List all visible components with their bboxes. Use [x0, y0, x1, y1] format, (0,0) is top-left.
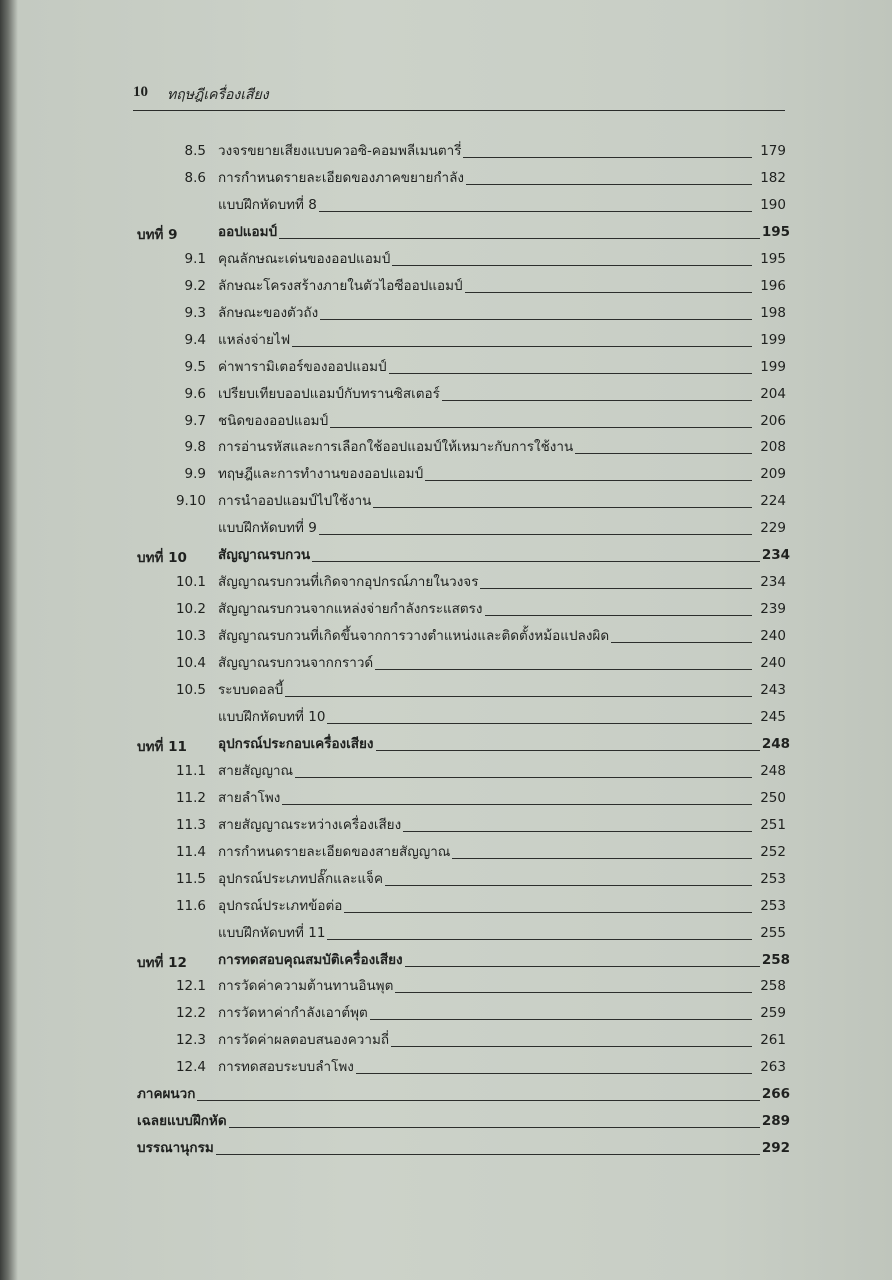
section-number: 10.3: [175, 628, 206, 645]
entry-title: ลักษณะโครงสร้างภายในตัวไอซีออปแอมป์: [218, 277, 463, 294]
entry-title: แหล่งจ่ายไฟ: [218, 331, 291, 348]
book-title: ทฤษฎีเครื่องเสียง: [167, 88, 269, 103]
leader-line: [327, 723, 752, 724]
entry-page-number: 239: [760, 601, 786, 618]
toc-section-row: [0, 355, 892, 382]
leader-line: [370, 1019, 752, 1020]
toc-entry: [218, 1004, 752, 1023]
entry-title: อุปกรณ์ประเภทข้อต่อ: [218, 897, 343, 914]
toc-entry: [218, 870, 752, 889]
entry-page-number: 289: [761, 1113, 790, 1130]
toc-entry: [218, 843, 752, 862]
leader-line: [197, 1100, 760, 1101]
entry-title: บรรณานุกรม: [137, 1140, 214, 1157]
chapter-number: บทที่ 11: [137, 738, 187, 755]
toc-entry: [218, 789, 752, 808]
entry-title: อุปกรณ์ประเภทปลั๊กและแจ็ค: [218, 870, 383, 887]
section-number: 9.1: [184, 250, 206, 267]
leader-line: [320, 319, 752, 320]
toc-entry: [218, 708, 752, 727]
entry-page-number: 198: [760, 304, 786, 321]
entry-title: เปรียบเทียบออปแอมป์กับทรานซิสเตอร์: [218, 385, 440, 402]
toc-entry: [218, 600, 752, 619]
toc-entry: [218, 250, 752, 269]
entry-title: การทดสอบคุณสมบัติเครื่องเสียง: [218, 951, 403, 968]
entry-title: สัญญาณรบกวน: [218, 547, 311, 564]
toc-chapter-row: [0, 543, 892, 570]
entry-page-number: 229: [760, 520, 786, 537]
toc-entry: [218, 897, 752, 916]
leader-line: [391, 1046, 752, 1047]
leader-line: [319, 534, 752, 535]
section-number: 11.2: [175, 789, 206, 806]
toc-entry: [218, 412, 752, 431]
toc-section-row: [0, 867, 892, 894]
entry-page-number: 259: [760, 1005, 786, 1022]
toc-section-row: [0, 759, 892, 786]
entry-page-number: 209: [760, 466, 786, 483]
toc-entry: [137, 1112, 760, 1131]
entry-page-number: 253: [760, 870, 786, 887]
entry-title: สัญญาณรบกวนที่เกิดขึ้นจากการวางตำแหน่งและติดตั้งหม้อแปลงผิด: [218, 628, 610, 645]
leader-line: [465, 292, 752, 293]
toc-entry: [218, 492, 752, 511]
toc-section-row: [0, 624, 892, 651]
leader-line: [452, 858, 752, 859]
entry-title: สัญญาณรบกวนจากแหล่งจ่ายกำลังกระแสตรง: [218, 601, 483, 618]
entry-title: แบบฝึกหัดบทที่ 9: [218, 520, 317, 537]
leader-line: [285, 696, 752, 697]
entry-title: การวัดค่าผลตอบสนองความถี่: [218, 1032, 390, 1049]
leader-line: [375, 669, 752, 670]
leader-line: [611, 642, 752, 643]
entry-title: สายสัญญาณ: [218, 762, 294, 779]
toc-section-row: [0, 247, 892, 274]
leader-line: [327, 939, 752, 940]
entry-page-number: 266: [761, 1086, 790, 1103]
section-number: 12.1: [175, 978, 206, 995]
chapter-number: บทที่ 10: [137, 550, 187, 567]
leader-line: [295, 777, 752, 778]
section-number: 9.9: [184, 466, 206, 483]
toc-entry: [218, 385, 752, 404]
leader-line: [385, 885, 752, 886]
toc-section-row: [0, 139, 892, 166]
entry-page-number: 252: [760, 843, 786, 860]
toc-section-row: [0, 813, 892, 840]
leader-line: [485, 615, 752, 616]
entry-page-number: 240: [760, 628, 786, 645]
entry-page-number: 245: [760, 708, 786, 725]
entry-title: ระบบดอลบี้: [218, 682, 284, 698]
toc-section-row: [0, 597, 892, 624]
entry-title: คุณลักษณะเด่นของออปแอมป์: [218, 250, 391, 267]
leader-line: [405, 966, 760, 967]
toc-section-row: [0, 328, 892, 355]
leader-line: [373, 507, 752, 508]
toc-section-row: [0, 1028, 892, 1055]
leader-line: [330, 427, 752, 428]
toc-section-row: [0, 840, 892, 867]
entry-page-number: 179: [760, 143, 786, 159]
section-number: 12.3: [175, 1032, 206, 1049]
leader-line: [292, 346, 752, 347]
toc-section-row: [0, 921, 892, 948]
running-header: [133, 84, 785, 111]
entry-title: แบบฝึกหัดบทที่ 8: [218, 196, 317, 213]
entry-title: การอ่านรหัสและการเลือกใช้ออปแอมป์ให้เหมาะกับการใช้งาน: [218, 439, 574, 456]
section-number: 9.4: [184, 331, 206, 348]
toc-entry: [218, 951, 760, 970]
toc-entry: [218, 169, 752, 188]
toc-section-row: [0, 974, 892, 1001]
section-number: 11.3: [175, 816, 206, 833]
entry-page-number: 196: [760, 277, 786, 294]
toc-entry: [218, 438, 752, 457]
toc-entry: [218, 735, 760, 754]
entry-title: ชนิดของออปแอมป์: [218, 412, 329, 429]
entry-title: ลักษณะของตัวถัง: [218, 304, 319, 321]
toc-entry: [137, 1139, 760, 1158]
toc-section-row: [0, 516, 892, 543]
entry-page-number: 182: [760, 169, 786, 186]
toc-entry: [218, 331, 752, 350]
toc-backmatter-row: [0, 1082, 892, 1109]
toc-entry: [218, 223, 760, 242]
leader-line: [389, 373, 752, 374]
section-number: 9.2: [184, 277, 206, 294]
toc-entry: [218, 816, 752, 835]
entry-page-number: 190: [760, 196, 786, 213]
entry-title: สัญญาณรบกวนจากกราวด์: [218, 655, 374, 672]
entry-page-number: 199: [760, 331, 786, 348]
leader-line: [466, 184, 752, 185]
leader-line: [395, 992, 752, 993]
entry-title: ทฤษฎีและการทำงานของออปแอมป์: [218, 466, 424, 483]
leader-line: [312, 561, 760, 562]
toc-backmatter-row: [0, 1109, 892, 1136]
toc-entry: [218, 1031, 752, 1050]
entry-page-number: 253: [760, 897, 786, 914]
section-number: 9.3: [184, 304, 206, 321]
chapter-number: บทที่ 12: [137, 954, 187, 971]
entry-page-number: 240: [760, 655, 786, 672]
page-number: 10: [133, 84, 148, 100]
section-number: 10.2: [175, 601, 206, 618]
entry-title: การวัดค่าความต้านทานอินพุต: [218, 978, 394, 995]
leader-line: [463, 157, 752, 158]
section-number: 11.4: [175, 843, 206, 860]
entry-title: วงจรขยายเสียงแบบควอซิ-คอมพลีเมนตารี่: [218, 143, 462, 159]
entry-page-number: 248: [761, 735, 790, 752]
toc-entry: [218, 762, 752, 781]
entry-title: การวัดหาค่ากำลังเอาต์พุต: [218, 1005, 368, 1022]
entry-title: การกำหนดรายละเอียดของสายสัญญาณ: [218, 843, 451, 860]
toc-section-row: [0, 1055, 892, 1082]
toc-section-row: [0, 678, 892, 705]
toc-entry: [218, 196, 752, 215]
entry-page-number: 243: [760, 682, 786, 698]
leader-line: [480, 588, 752, 589]
leader-line: [216, 1154, 760, 1155]
leader-line: [344, 912, 752, 913]
section-number: 8.5: [184, 143, 206, 159]
toc-entry: [218, 654, 752, 673]
entry-title: การทดสอบระบบลำโพง: [218, 1059, 354, 1076]
toc-entry: [137, 1085, 760, 1104]
toc-chapter-row: [0, 220, 892, 247]
section-number: 11.1: [175, 762, 206, 779]
entry-title: การกำหนดรายละเอียดของภาคขยายกำลัง: [218, 169, 465, 186]
toc-section-row: [0, 382, 892, 409]
entry-page-number: 195: [760, 250, 786, 267]
entry-page-number: 208: [760, 439, 786, 456]
toc-section-row: [0, 166, 892, 193]
entry-page-number: 224: [760, 493, 786, 510]
entry-title: แบบฝึกหัดบทที่ 10: [218, 708, 326, 725]
toc-section-row: [0, 462, 892, 489]
section-number: 10.4: [175, 655, 206, 672]
section-number: 9.10: [175, 493, 206, 510]
leader-line: [282, 804, 752, 805]
toc-chapter-row: [0, 948, 892, 975]
toc-section-row: [0, 489, 892, 516]
leader-line: [575, 453, 752, 454]
entry-page-number: 258: [760, 978, 786, 995]
toc-chapter-row: [0, 732, 892, 759]
toc-section-row: [0, 274, 892, 301]
section-number: 8.6: [184, 169, 206, 186]
entry-page-number: 234: [760, 574, 786, 591]
section-number: 10.5: [175, 682, 206, 698]
chapter-number: บทที่ 9: [137, 226, 178, 243]
section-number: 9.8: [184, 439, 206, 456]
entry-page-number: 261: [760, 1032, 786, 1049]
toc-section-row: [0, 409, 892, 436]
toc-entry: [218, 519, 752, 538]
toc-entry: [218, 277, 752, 296]
section-number: 9.6: [184, 385, 206, 402]
entry-title: ค่าพารามิเตอร์ของออปแอมป์: [218, 358, 387, 375]
entry-title: การนำออปแอมป์ไปใช้งาน: [218, 493, 372, 510]
entry-page-number: 258: [761, 951, 790, 968]
section-number: 10.1: [175, 574, 206, 591]
toc-section-row: [0, 570, 892, 597]
toc-backmatter-row: [0, 1136, 892, 1163]
toc-entry: [218, 977, 752, 996]
entry-title: สัญญาณรบกวนที่เกิดจากอุปกรณ์ภายในวงจร: [218, 574, 479, 591]
section-number: 12.4: [175, 1059, 206, 1076]
section-number: 9.7: [184, 412, 206, 429]
toc-section-row: [0, 435, 892, 462]
entry-page-number: 204: [760, 385, 786, 402]
leader-line: [319, 211, 752, 212]
entry-page-number: 195: [761, 223, 790, 240]
toc-section-row: [0, 651, 892, 678]
toc-entry: [218, 142, 752, 161]
entry-page-number: 292: [761, 1140, 790, 1157]
leader-line: [356, 1073, 752, 1074]
toc-entry: [218, 358, 752, 377]
leader-line: [376, 750, 760, 751]
toc-section-row: [0, 1001, 892, 1028]
toc-entry: [218, 627, 752, 646]
entry-title: สายสัญญาณระหว่างเครื่องเสียง: [218, 816, 402, 833]
section-number: 11.6: [175, 897, 206, 914]
toc-section-row: [0, 705, 892, 732]
section-number: 11.5: [175, 870, 206, 887]
entry-title: ภาคผนวก: [137, 1086, 196, 1103]
leader-line: [229, 1127, 760, 1128]
entry-page-number: 206: [760, 412, 786, 429]
toc-section-row: [0, 894, 892, 921]
toc-section-row: [0, 193, 892, 220]
toc-entry: [218, 1058, 752, 1077]
toc-section-row: [0, 301, 892, 328]
entry-title: สายลำโพง: [218, 789, 281, 806]
entry-page-number: 251: [760, 816, 786, 833]
entry-page-number: 248: [760, 762, 786, 779]
section-number: 9.5: [184, 358, 206, 375]
leader-line: [403, 831, 752, 832]
toc-entry: [218, 573, 752, 592]
entry-page-number: 199: [760, 358, 786, 375]
toc-entry: [218, 465, 752, 484]
toc-entry: [218, 924, 752, 943]
toc-entry: [218, 304, 752, 323]
entry-page-number: 255: [760, 924, 786, 941]
entry-page-number: 250: [760, 789, 786, 806]
leader-line: [425, 480, 752, 481]
leader-line: [392, 265, 752, 266]
entry-title: แบบฝึกหัดบทที่ 11: [218, 924, 326, 941]
entry-title: เฉลยแบบฝึกหัด: [137, 1113, 227, 1130]
section-number: 12.2: [175, 1005, 206, 1022]
leader-line: [279, 238, 760, 239]
entry-title: อุปกรณ์ประกอบเครื่องเสียง: [218, 735, 374, 752]
entry-title: ออปแอมป์: [218, 223, 278, 240]
toc-section-row: [0, 786, 892, 813]
entry-page-number: 263: [760, 1059, 786, 1076]
toc-entry: [218, 546, 760, 565]
leader-line: [442, 400, 752, 401]
toc-entry: [218, 681, 752, 700]
entry-page-number: 234: [761, 547, 790, 564]
